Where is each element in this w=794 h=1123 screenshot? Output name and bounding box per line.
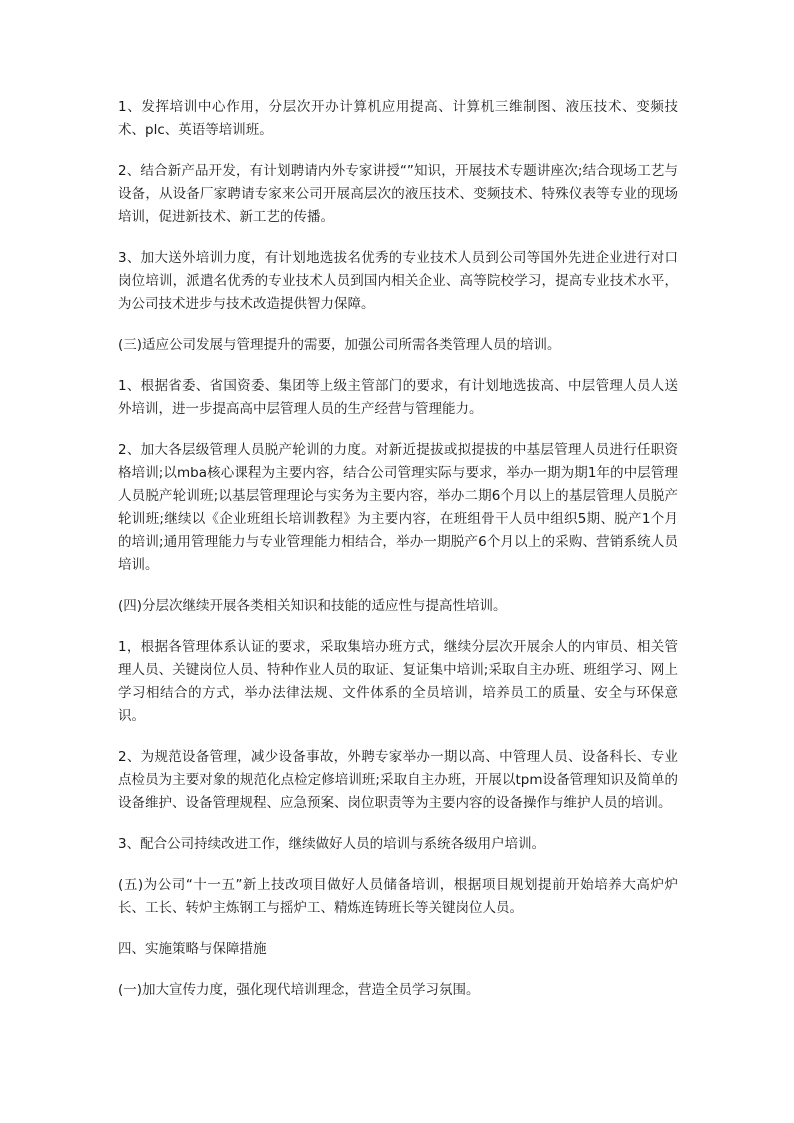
paragraph-computer-training: 1、发挥培训中心作用，分层次开办计算机应用提高、计算机三维制图、液压技术、变频技术、plc、英语等培训班。	[118, 99, 678, 138]
section-heading-management-training: (三)适应公司发展与管理提升的需要，加强公司所需各类管理人员的培训。	[118, 337, 561, 353]
paragraph-rotation-training: 2、加大各层级管理人员脱产轮训的力度。对新近提拔或拟提拔的中基层管理人员进行任职资格培训;以mba核心课程为主要内容，结合公司管理实际与要求，举办一期为期1年的中层管理人员脱产轮训班;以基层管理理论与实务为主要内容，举办二期6个月以上的基层管理人员脱产轮训班;继续以《企业班组长培训教程》为主要内容，在班组骨干人员中组织5期、脱产1个月的培训;通用管理能力与专业管理能力相结合，举办一期脱产6个月以上的采购、营销系统人员培训。	[118, 442, 678, 573]
paragraph-external-training: 3、加大送外培训力度，有计划地选拔名优秀的专业技术人员到公司等国外先进企业进行对口岗位培训，派遣名优秀的专业技术人员到国内相关企业、高等院校学习，提高专业技术水平，为公司技术进步与技术改造提供智力保障。	[118, 250, 678, 312]
paragraph-expert-lectures: 2、结合新产品开发，有计划聘请内外专家讲授“”知识，开展技术专题讲座次;结合现场工艺与设备，从设备厂家聘请专家来公司开展高层次的液压技术、变频技术、特殊仪表等专业的现场培训，促进新技术、新工艺的传播。	[118, 163, 678, 225]
section-heading-project-reserve: (五)为公司“十一五”新上技改项目做好人员储备培训，根据项目规划提前开始培养大高炉炉长、工长、转炉主炼钢工与摇炉工、精炼连铸班长等关键岗位人员。	[118, 877, 678, 916]
section-heading-publicity: (一)加大宣传力度，强化现代培训理念，营造全员学习氛围。	[118, 982, 480, 998]
paragraph-certification-training: 1，根据各管理体系认证的要求，采取集培办班方式，继续分层次开展余人的内审员、相关管理人员、关键岗位人员、特种作业人员的取证、复证集中培训;采取自主办班、班组学习、网上学习相结合的方式，举办法律法规、文件体系的全员培训，培养员工的质量、安全与环保意识。	[118, 639, 678, 724]
paragraph-equipment-training: 2、为规范设备管理，减少设备事故，外聘专家举办一期以高、中管理人员、设备科长、专业点检员为主要对象的规范化点检定修培训班;采取自主办班，开展以tpm设备管理知识及简单的设备维护、设备管理规程、应急预案、岗位职责等为主要内容的设备操作与维护人员的培训。	[118, 749, 678, 811]
paragraph-senior-management: 1、根据省委、省国资委、集团等上级主管部门的要求，有计划地选拔高、中层管理人员人送外培训，进一步提高高中层管理人员的生产经营与管理能力。	[118, 378, 678, 417]
section-heading-skills-training: (四)分层次继续开展各类相关知识和技能的适应性与提高性培训。	[118, 598, 507, 614]
chapter-heading-implementation: 四、实施策略与保障措施	[118, 941, 267, 957]
paragraph-continuous-improvement: 3、配合公司持续改进工作，继续做好人员的培训与系统各级用户培训。	[118, 836, 546, 852]
document-body	[118, 96, 678, 1020]
